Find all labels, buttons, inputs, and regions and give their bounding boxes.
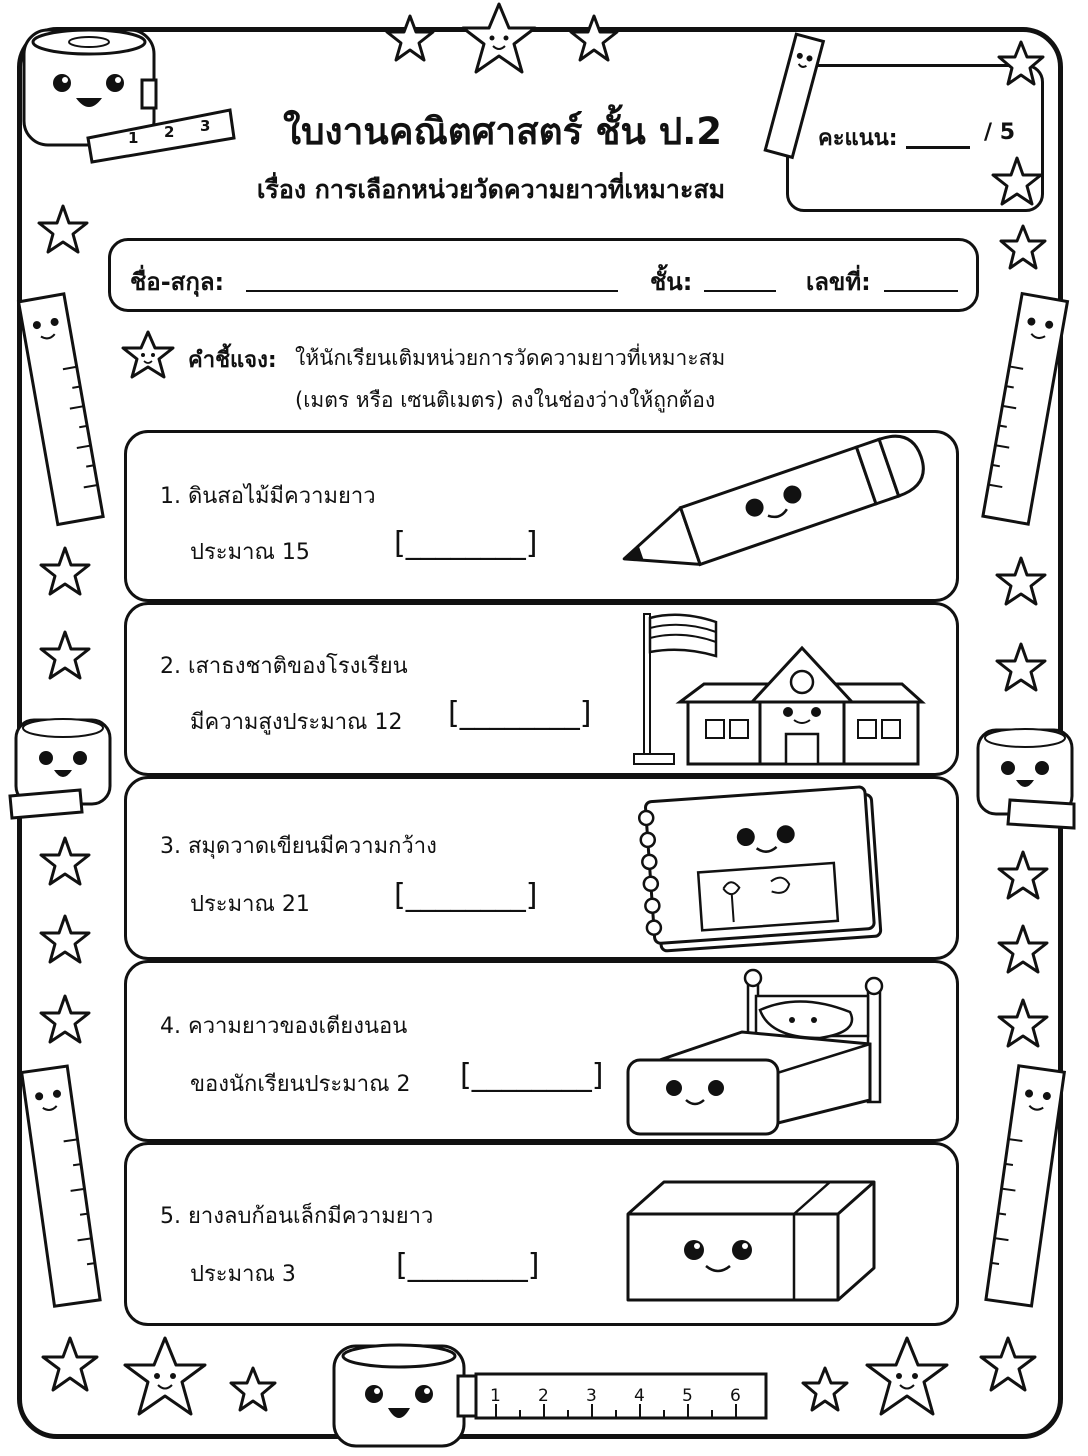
ruler-mascot-icon	[978, 290, 1074, 530]
smiling-star-icon	[120, 330, 176, 382]
question-measure: มีความสูงประมาณ 12	[190, 710, 403, 735]
instructions-line-1: ให้นักเรียนเติมหน่วยการวัดความยาวที่เหมาะสม	[295, 346, 726, 370]
answer-blank[interactable]: [________]	[394, 878, 538, 913]
question-text: 2. เสาธงชาติของโรงเรียน	[160, 654, 408, 679]
star-icon	[996, 998, 1050, 1052]
tape-measure-mascot-icon	[10, 716, 118, 822]
score-total: / 5	[984, 120, 1016, 145]
tape-number: 6	[730, 1386, 741, 1406]
star-icon	[990, 156, 1044, 210]
question-text: 4. ความยาวของเตียงนอน	[160, 1014, 408, 1039]
instructions-line-2: (เมตร หรือ เซนติเมตร) ลงในช่องว่างให้ถูกต้อง	[295, 388, 716, 412]
bed-icon	[624, 964, 888, 1136]
tape-number: 3	[200, 117, 211, 135]
answer-blank[interactable]: [________]	[460, 1058, 604, 1093]
ruler-mascot-icon	[14, 290, 110, 530]
pencil-icon	[596, 446, 938, 574]
class-label: ชั้น:	[650, 268, 693, 296]
tape-number: 4	[634, 1386, 645, 1406]
ruler-mascot-icon	[14, 1062, 110, 1312]
worksheet-title: ใบงานคณิตศาสตร์ ชั้น ป.2	[283, 110, 722, 153]
smiling-star-icon	[120, 1336, 210, 1420]
instructions-label: คำชี้แจง:	[188, 348, 277, 373]
star-icon	[994, 642, 1048, 696]
number-label: เลขที่:	[806, 268, 871, 296]
star-icon	[384, 14, 436, 66]
sketchbook-icon	[638, 782, 886, 954]
star-icon	[800, 1366, 850, 1416]
star-icon	[38, 836, 92, 890]
star-icon	[978, 1336, 1038, 1396]
answer-blank[interactable]: [________]	[396, 1248, 540, 1283]
star-icon	[40, 1336, 100, 1396]
tape-number: 3	[586, 1386, 597, 1406]
question-measure: ประมาณ 3	[190, 1262, 296, 1287]
answer-blank[interactable]: [________]	[394, 526, 538, 561]
ruler-mascot-icon	[768, 32, 822, 162]
school-flagpole-icon	[630, 608, 926, 770]
star-icon	[998, 224, 1048, 274]
star-icon	[996, 40, 1046, 90]
star-icon	[996, 924, 1050, 978]
smiling-star-icon	[862, 1336, 952, 1420]
tape-number: 1	[128, 129, 139, 147]
name-input-line[interactable]	[246, 290, 618, 292]
tape-measure-mascot-icon	[330, 1340, 770, 1452]
tape-number: 5	[682, 1386, 693, 1406]
ruler-mascot-icon	[978, 1062, 1074, 1312]
tape-number: 1	[490, 1386, 501, 1406]
number-input-line[interactable]	[884, 290, 958, 292]
eraser-icon	[624, 1164, 880, 1306]
smiling-star-icon	[458, 0, 540, 80]
star-icon	[36, 204, 90, 258]
worksheet-subtitle: เรื่อง การเลือกหน่วยวัดความยาวที่เหมาะสม	[256, 175, 726, 204]
star-icon	[38, 994, 92, 1048]
question-text: 1. ดินสอไม้มีความยาว	[160, 484, 376, 509]
star-icon	[228, 1366, 278, 1416]
tape-measure-mascot-icon	[970, 726, 1078, 832]
star-icon	[996, 850, 1050, 904]
star-icon	[38, 914, 92, 968]
star-icon	[568, 14, 620, 66]
question-text: 5. ยางลบก้อนเล็กมีความยาว	[160, 1204, 434, 1229]
question-measure: ประมาณ 15	[190, 540, 310, 565]
tape-number: 2	[164, 123, 175, 141]
star-icon	[38, 546, 92, 600]
star-icon	[994, 556, 1048, 610]
answer-blank[interactable]: [________]	[448, 696, 592, 731]
star-icon	[38, 630, 92, 684]
score-input-line[interactable]	[906, 146, 970, 149]
score-label: คะแนน:	[818, 126, 898, 151]
question-measure: ของนักเรียนประมาณ 2	[190, 1072, 411, 1097]
class-input-line[interactable]	[704, 290, 776, 292]
question-measure: ประมาณ 21	[190, 892, 310, 917]
question-text: 3. สมุดวาดเขียนมีความกว้าง	[160, 834, 437, 859]
tape-number: 2	[538, 1386, 549, 1406]
name-label: ชื่อ-สกุล:	[130, 268, 225, 296]
